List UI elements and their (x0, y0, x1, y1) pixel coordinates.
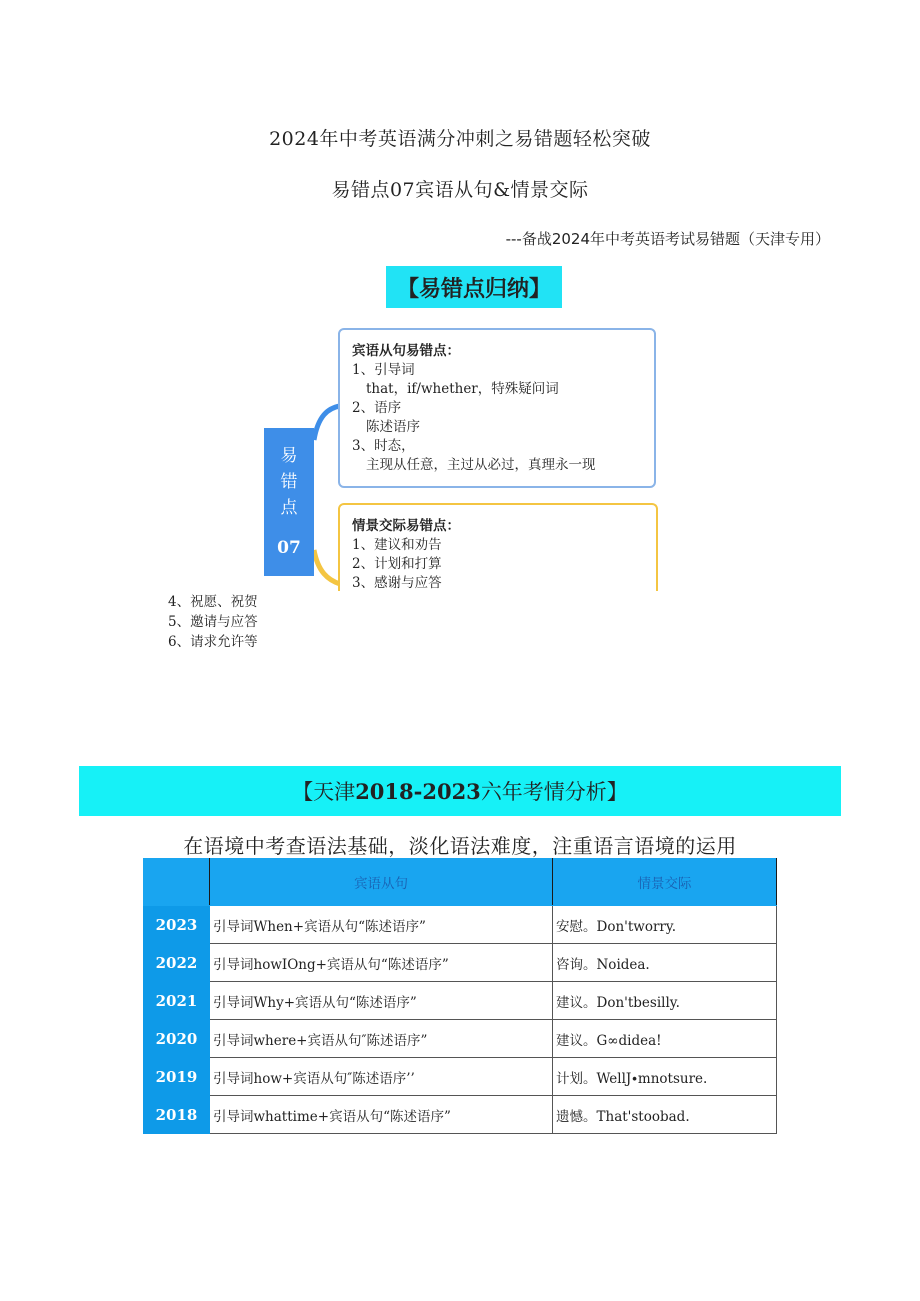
box-line: 3、时态， (352, 438, 415, 454)
document-subtitle: ---备战2024年中考英语考试易错题（天津专用） (505, 230, 830, 248)
table-row (144, 982, 777, 1020)
banner-suffix: 六年考情分析】 (480, 780, 628, 804)
header-object-clause: 宾语从句 (210, 859, 553, 906)
dialogue-cell: 咨询。Noidea. (553, 944, 777, 982)
table-row (144, 1096, 777, 1134)
dialogue-cell: 计划。WellJ∙mnotsure. (553, 1058, 777, 1096)
list-item: 4、祝愿、祝贺 (168, 594, 258, 610)
header-corner (144, 859, 210, 906)
list-item: 6、请求允许等 (168, 634, 258, 650)
box-line: 2、语序 (352, 400, 402, 416)
extra-items-list (168, 592, 258, 652)
clause-cell: 引导词When+宾语从句“陈述语序” (210, 906, 553, 944)
box-line: 1、引导词 (352, 362, 415, 378)
year-cell: 2020 (144, 1020, 210, 1058)
box-line: 主现从任意，主过从必过，真理永一现 (366, 457, 596, 473)
clause-cell: 引导词where+宾语从句″陈述语序” (210, 1020, 553, 1058)
list-item: 5、邀请与应答 (168, 614, 258, 630)
analysis-caption: 在语境中考查语法基础，淡化语法难度，注重语言语境的运用 (183, 834, 737, 858)
box-heading: 宾语从句易错点： (352, 343, 460, 359)
year-cell: 2021 (144, 982, 210, 1020)
dialogue-box (338, 503, 658, 591)
header-dialogue: 情景交际 (553, 859, 777, 906)
dialogue-cell: 安慰。Don'tworry. (553, 906, 777, 944)
year-cell: 2022 (144, 944, 210, 982)
box-line: 陈述语序 (366, 419, 420, 435)
dialogue-cell: 建议。Don'tbesilly. (553, 982, 777, 1020)
box-line: 1、建议和劝告 (352, 537, 442, 553)
table-row (144, 1058, 777, 1096)
dialogue-cell: 遗憾。That'stoobad. (553, 1096, 777, 1134)
side-char: 易 (280, 446, 298, 466)
box-line: 2、计划和打算 (352, 556, 442, 572)
connector-yellow (314, 550, 340, 584)
clause-cell: 引导词whattime+宾语从句“陈述语序” (210, 1096, 553, 1134)
table-row (144, 1020, 777, 1058)
year-cell: 2019 (144, 1058, 210, 1096)
box-line: 3、感谢与应答 (352, 575, 442, 591)
box-heading: 情景交际易错点： (352, 518, 460, 534)
table-row (144, 906, 777, 944)
box-line: that，if/whether，特殊疑问词 (366, 381, 559, 397)
banner-prefix: 【天津 (292, 780, 356, 804)
year-cell: 2018 (144, 1096, 210, 1134)
clause-cell: 引导词howIOng+宾语从句“陈述语序” (210, 944, 553, 982)
side-number: 07 (277, 538, 301, 558)
side-char: 点 (280, 498, 298, 518)
side-char: 错 (280, 472, 298, 492)
analysis-banner (79, 766, 841, 816)
connector-blue (314, 406, 340, 440)
document-subtitle-topic: 易错点07宾语从句&情景交际 (331, 179, 589, 201)
object-clause-box (338, 328, 656, 488)
dialogue-cell: 建议。G∞didea! (553, 1020, 777, 1058)
exam-analysis-table (143, 858, 777, 1134)
summary-banner: 【易错点归纳】 (386, 266, 562, 308)
banner-years: 2018-2023 (355, 778, 481, 804)
year-cell: 2023 (144, 906, 210, 944)
clause-cell: 引导词how+宾语从句″陈述语序’’ (210, 1058, 553, 1096)
table-header-row (144, 859, 777, 906)
table-row (144, 944, 777, 982)
mindmap-side-label (264, 428, 314, 576)
document-title: 2024年中考英语满分冲刺之易错题轻松突破 (269, 128, 651, 150)
clause-cell: 引导词Why+宾语从句“陈述语序” (210, 982, 553, 1020)
